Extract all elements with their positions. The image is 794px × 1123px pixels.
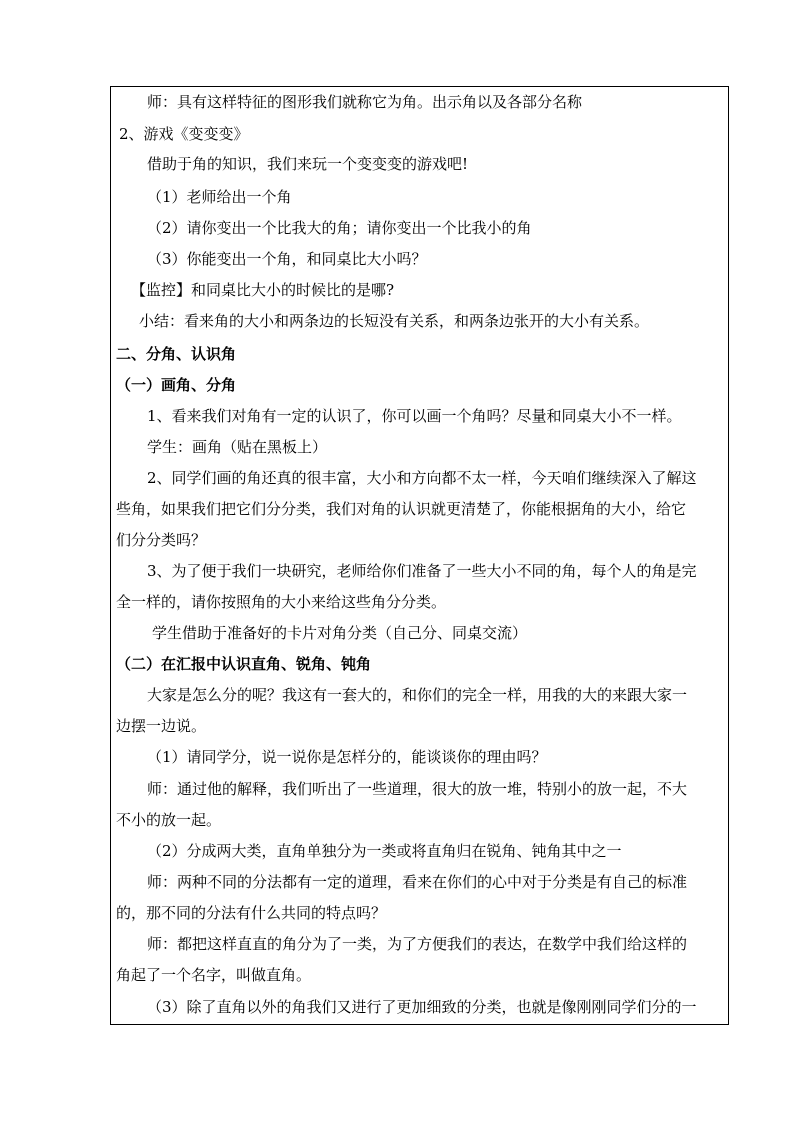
heading-subsection-one: （一）画角、分角 <box>116 376 237 394</box>
text-line-14: 些角，如果我们把它们分分类，我们对角的认识就更清楚了，你能根据角的大小，给它 <box>116 500 687 518</box>
text-line-29: 角起了一个名字，叫做直角。 <box>116 966 312 984</box>
text-line-4: （1）老师给出一个角 <box>147 188 292 206</box>
text-line-24: 不小的放一起。 <box>116 811 222 829</box>
text-line-27: 的，那不同的分法有什么共同的特点吗？ <box>116 904 387 922</box>
text-line-21: 边摆一边说。 <box>116 717 207 735</box>
text-line-23: 师：通过他的解释，我们听出了一些道理，很大的放一堆，特别小的放一起，不大 <box>147 780 688 798</box>
text-line-1: 师：具有这样特征的图形我们就称它为角。出示角以及各部分名称 <box>147 93 583 111</box>
text-line-22: （1）请同学分，说一说你是怎样分的，能谈谈你的理由吗？ <box>147 748 547 766</box>
text-line-17: 全一样的，请你按照角的大小来给这些角分分类。 <box>116 593 447 611</box>
text-line-20: 大家是怎么分的呢？我这有一套大的，和你们的完全一样，用我的大的来跟大家一 <box>147 686 688 704</box>
text-line-5: （2）请你变出一个比我大的角；请你变出一个比我小的角 <box>147 219 532 237</box>
text-line-15: 们分分类吗？ <box>116 531 207 549</box>
text-line-13: 2、同学们画的角还真的很丰富，大小和方向都不太一样，今天咱们继续深入了解这 <box>147 469 697 487</box>
text-line-30: （3）除了直角以外的角我们又进行了更加细致的分类，也就是像刚刚同学们分的一 <box>147 998 697 1016</box>
text-line-25: （2）分成两大类，直角单独分为一类或将直角归在锐角、钝角其中之一 <box>147 842 622 860</box>
text-line-12: 学生：画角（贴在黑板上） <box>147 438 328 456</box>
text-line-7: 【监控】和同桌比大小的时候比的是哪? <box>131 281 395 299</box>
text-line-6: （3）你能变出一个角，和同桌比大小吗？ <box>147 250 427 268</box>
heading-section-two: 二、分角、认识角 <box>116 345 237 363</box>
text-line-2: 2、游戏《变变变》 <box>119 125 249 143</box>
text-line-11: 1、看来我们对角有一定的认识了，你可以画一个角吗？尽量和同桌大小不一样。 <box>147 407 682 425</box>
text-line-3: 借助于角的知识，我们来玩一个变变变的游戏吧! <box>147 155 469 173</box>
text-line-16: 3、为了便于我们一块研究，老师给你们准备了一些大小不同的角，每个人的角是完 <box>147 562 697 580</box>
text-line-26: 师：两种不同的分法都有一定的道理，看来在你们的心中对于分类是有自己的标准 <box>147 873 688 891</box>
heading-subsection-two: （二）在汇报中认识直角、锐角、钝角 <box>116 655 372 673</box>
lesson-table-cell <box>110 86 729 1025</box>
text-line-28: 师：都把这样直直的角分为了一类，为了方便我们的表达，在数学中我们给这样的 <box>147 935 688 953</box>
text-line-8: 小结：看来角的大小和两条边的长短没有关系，和两条边张开的大小有关系。 <box>139 312 650 330</box>
text-line-18: 学生借助于准备好的卡片对角分类（自己分、同桌交流） <box>152 624 528 642</box>
